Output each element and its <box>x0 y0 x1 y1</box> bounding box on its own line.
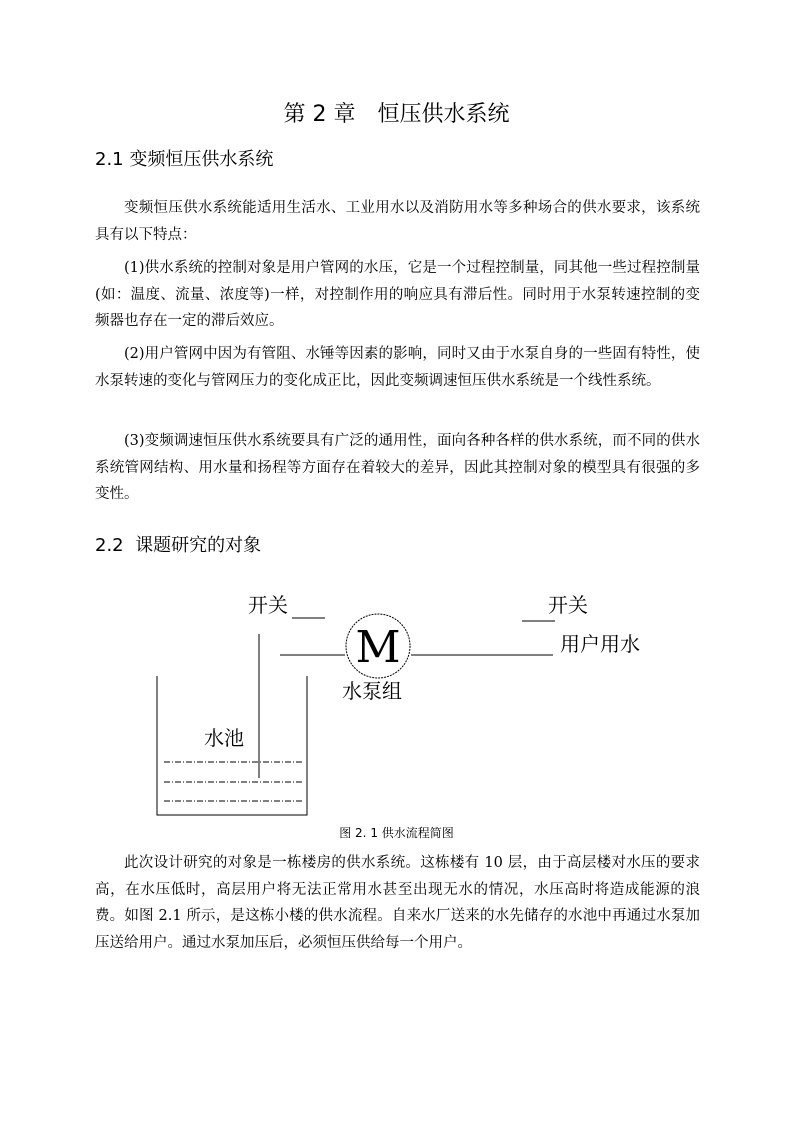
paragraph-point-3: (3)变频调速恒压供水系统要具有广泛的通用性，面向各种各样的供水系统，而不同的供水系统管网结构、用水量和扬程等方面存在着较大的差异，因此其控制对象的模型具有很强的多变性。 <box>95 433 700 502</box>
section-heading-2-1: 2.1 变频恒压供水系统 <box>95 149 274 170</box>
pool-label: 水池 <box>204 726 244 750</box>
switch-left-label: 开关 <box>248 593 288 617</box>
paragraph-intro: 变频恒压供水系统能适用生活水、工业用水以及消防用水等多种场合的供水要求，该系统具有以下特点： <box>95 200 700 243</box>
pump-group-label: 水泵组 <box>342 679 402 703</box>
paragraph-study-object: 此次设计研究的对象是一栋楼房的供水系统。这栋楼有 10 层，由于高层楼对水压的要求高，在水压低时，高层用户将无法正常用水甚至出现无水的情况，水压高时将造成能源的浪费。如图 2.1 所示，是这栋小楼的供水流程。自来水厂送来的水先储存的水池中再通过水泵加压送给用户。通过水泵加压后，必须恒压供给每一个用户。 <box>95 855 700 951</box>
paragraph-point-2: (2)用户管网中因为有管阻、水锤等因素的影响，同时又由于水泵自身的一些固有特性，使水泵转速的变化与管网压力的变化成正比，因此变频调速恒压供水系统是一个线性系统。 <box>95 346 700 389</box>
switch-right-label: 开关 <box>548 593 588 617</box>
section-heading-2-2: 2.2 课题研究的对象 <box>95 535 262 556</box>
user-water-label: 用户用水 <box>560 632 640 656</box>
paragraph-point-1: (1)供水系统的控制对象是用户管网的水压，它是一个过程控制量，同其他一些过程控制量(如：温度、流量、浓度等)一样，对控制作用的响应具有滞后性。同时用于水泵转速控制的变频器也存在一定的滞后效应。 <box>95 260 700 329</box>
figure-caption: 图 2. 1 供水流程简图 <box>339 826 454 840</box>
chapter-title: 第 2 章 恒压供水系统 <box>283 102 510 127</box>
motor-label: M <box>355 622 401 673</box>
water-supply-flow-diagram <box>150 588 670 820</box>
